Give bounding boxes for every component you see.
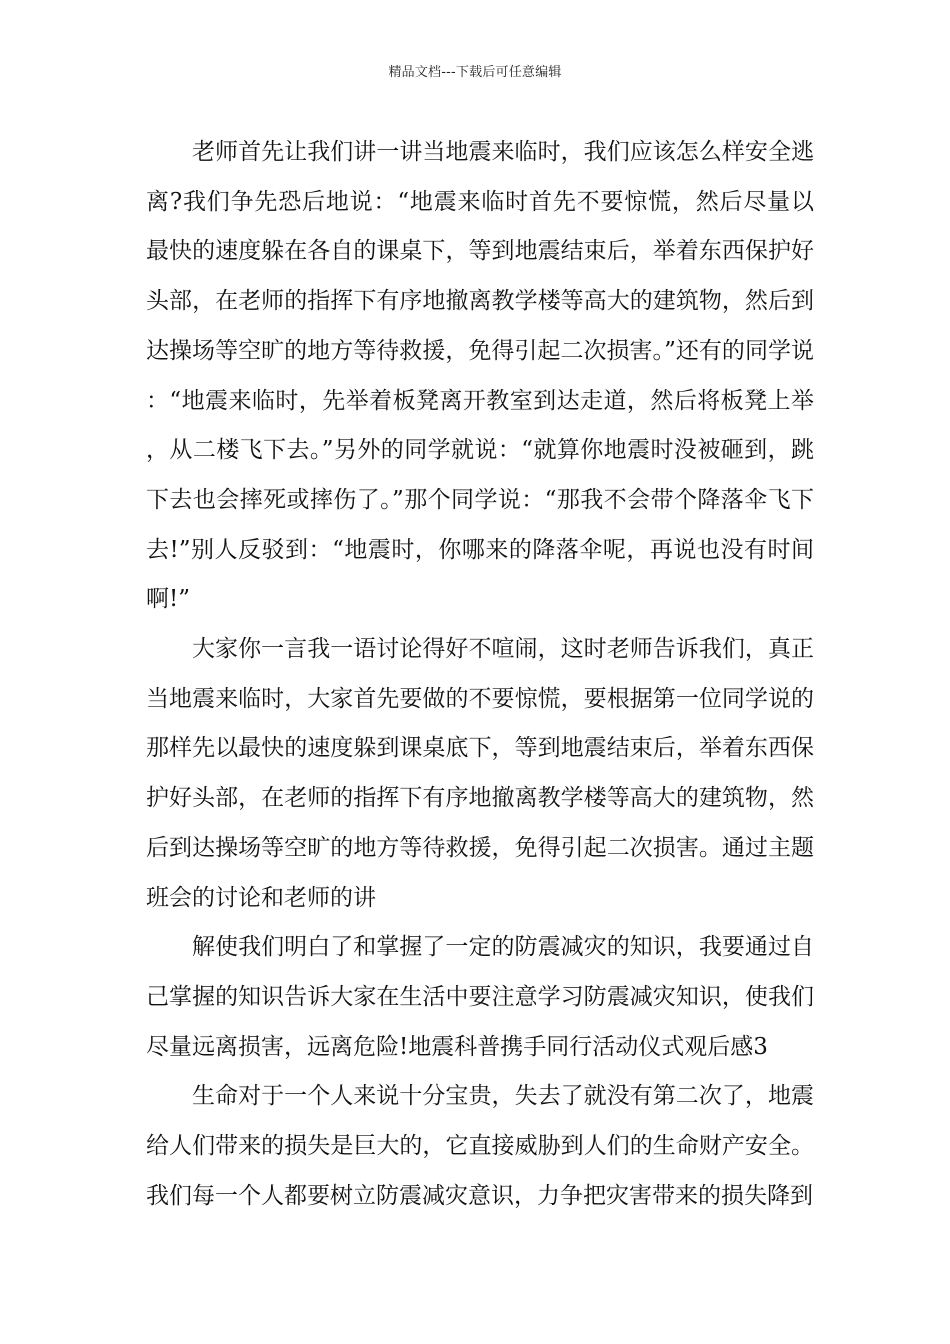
paragraph-4: 生命对于一个人来说十分宝贵，失去了就没有第二次了，地震给人们带来的损失是巨大的，它直接威胁到人们的生命财产安全。我们每一个人都要树立防震减灾意识，力争把灾害带来的损失降到: [146, 1083, 814, 1209]
paragraph-3: 解使我们明白了和掌握了一定的防震减灾的知识，我要通过自己掌握的知识告诉大家在生活中要注意学习防震减灾知识，使我们尽量远离损害，远离危险!地震科普携手同行活动仪式观后感3: [146, 934, 814, 1060]
page-header: 精品文档---下载后可任意编辑: [388, 65, 562, 80]
paragraph-1: 老师首先让我们讲一讲当地震来临时，我们应该怎么样安全逃离?我们争先恐后地说：“地震来临时首先不要惊慌，然后尽量以最快的速度躲在各自的课桌下，等到地震结束后，举着东西保护好头部，在老师的指挥下有序地撤离教学楼等高大的建筑物，然后到达操场等空旷的地方等待救援，免得引起二次损害。”还有的同学说：“地震来临时，先举着板凳离开教室到达走道，然后将板凳上举，从二楼飞下去。”另外的同学就说：“就算你地震时没被砸到，跳下去也会摔死或摔伤了。”那个同学说：“那我不会带个降落伞飞下去!”别人反驳到：“地震时，你哪来的降落伞呢，再说也没有时间啊!”: [146, 139, 814, 613]
paragraph-2: 大家你一言我一语讨论得好不喧闹，这时老师告诉我们，真正当地震来临时，大家首先要做的不要惊慌，要根据第一位同学说的那样先以最快的速度躲到课桌底下，等到地震结束后，举着东西保护好头部，在老师的指挥下有序地撤离教学楼等高大的建筑物，然后到达操场等空旷的地方等待救援，免得引起二次损害。通过主题班会的讨论和老师的讲: [146, 636, 814, 911]
document-body: [146, 128, 814, 1221]
